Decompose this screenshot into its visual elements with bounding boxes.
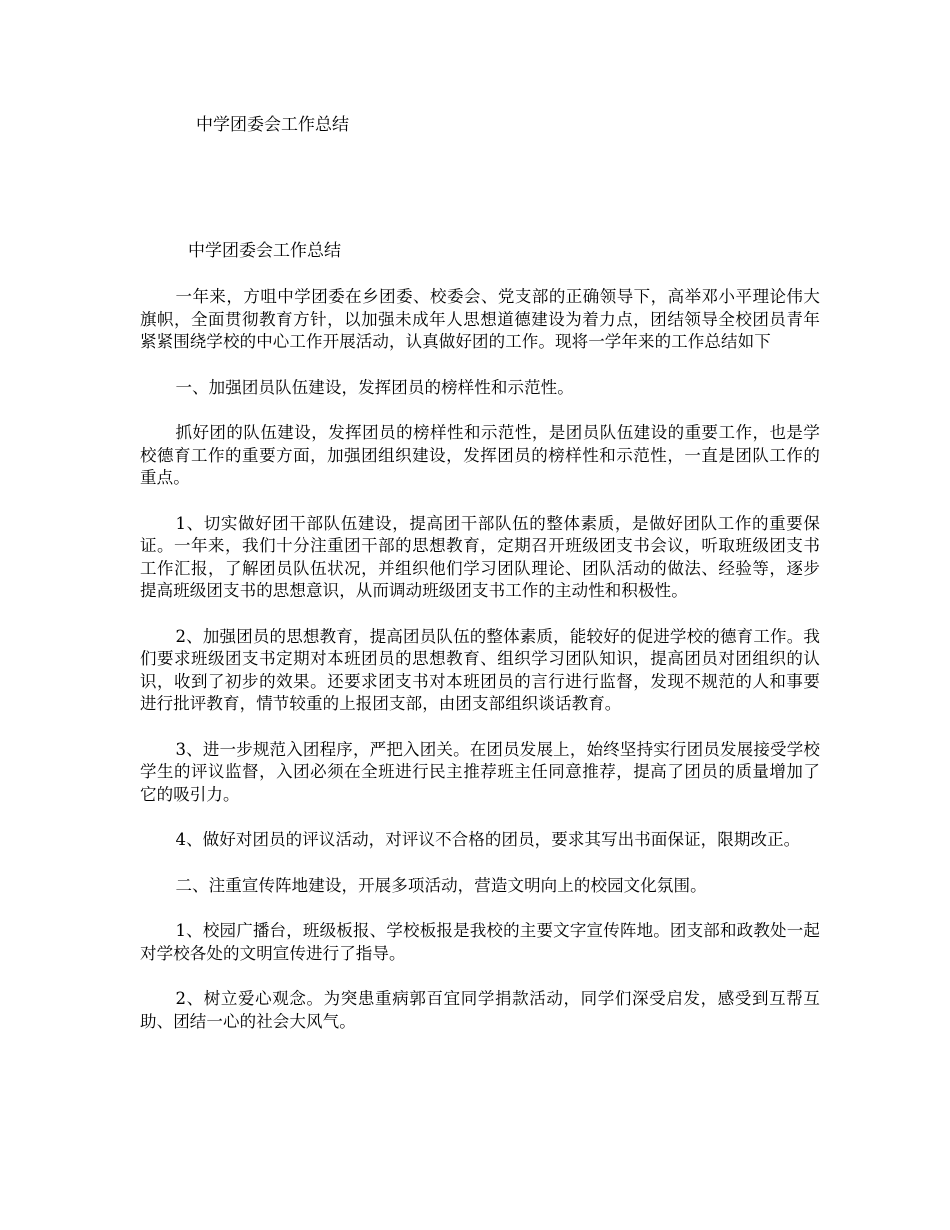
paragraph-item-2: 2、树立爱心观念。为突患重病郭百宜同学捐款活动，同学们深受启发，感受到互帮互助、团结一心的社会大风气。 — [140, 989, 820, 1031]
section-heading-2: 二、注重宣传阵地建设，开展多项活动，营造文明向上的校园文化氛围。 — [175, 875, 707, 895]
paragraph-item-3: 3、进一步规范入团程序，严把入团关。在团员发展上，始终坚持实行团员发展接受学校学生的评议监督，入团必须在全班进行民主推荐班主任同意推荐，提高了团员的质量增加了它的吸引力。 — [140, 739, 820, 804]
paragraph-item-1: 1、校园广播台，班级板报、学校板报是我校的主要文字宣传阵地。团支部和政教处一起对学校各处的文明宣传进行了指导。 — [140, 921, 820, 963]
document-header-title: 中学团委会工作总结 — [196, 115, 349, 135]
paragraph-item-1: 1、切实做好团干部队伍建设，提高团干部队伍的整体素质，是做好团队工作的重要保证。一年来，我们十分注重团干部的思想教育，定期召开班级团支书会议，听取班级团支书工作汇报，了解团员队伍状况，并组织他们学习团队理论、团队活动的做法、经验等，逐步提高班级团支书的思想意识，从而调动班级团支书工作的主动性和积极性。 — [140, 513, 820, 600]
paragraph-intro: 一年来，方咀中学团委在乡团委、校委会、党支部的正确领导下，高举邓小平理论伟大旗帜，全面贯彻教育方针，以加强未成年人思想道德建设为着力点，团结领导全校团员青年紧紧围绕学校的中心工作开展活动，认真做好团的工作。现将一学年来的工作总结如下 — [140, 287, 820, 351]
paragraph: 抓好团的队伍建设，发挥团员的榜样性和示范性，是团员队伍建设的重要工作，也是学校德育工作的重要方面，加强团组织建设，发挥团员的榜样性和示范性，一直是团队工作的重点。 — [140, 423, 820, 487]
section-heading-1: 一、加强团员队伍建设，发挥团员的榜样性和示范性。 — [175, 377, 574, 397]
paragraph-item-4: 4、做好对团员的评议活动，对评议不合格的团员，要求其写出书面保证，限期改正。 — [175, 830, 801, 849]
document-title: 中学团委会工作总结 — [188, 241, 341, 261]
document-body — [140, 240, 820, 1056]
paragraph-item-2: 2、加强团员的思想教育，提高团员队伍的整体素质，能较好的促进学校的德育工作。我们要求班级团支书定期对本班团员的思想教育、组织学习团队知识，提高团员对团组织的认识，收到了初步的效果。还要求团支书对本班团员的言行进行监督，发现不规范的人和事要进行批评教育，情节较重的上报团支部，由团支部组织谈话教育。 — [140, 626, 820, 713]
